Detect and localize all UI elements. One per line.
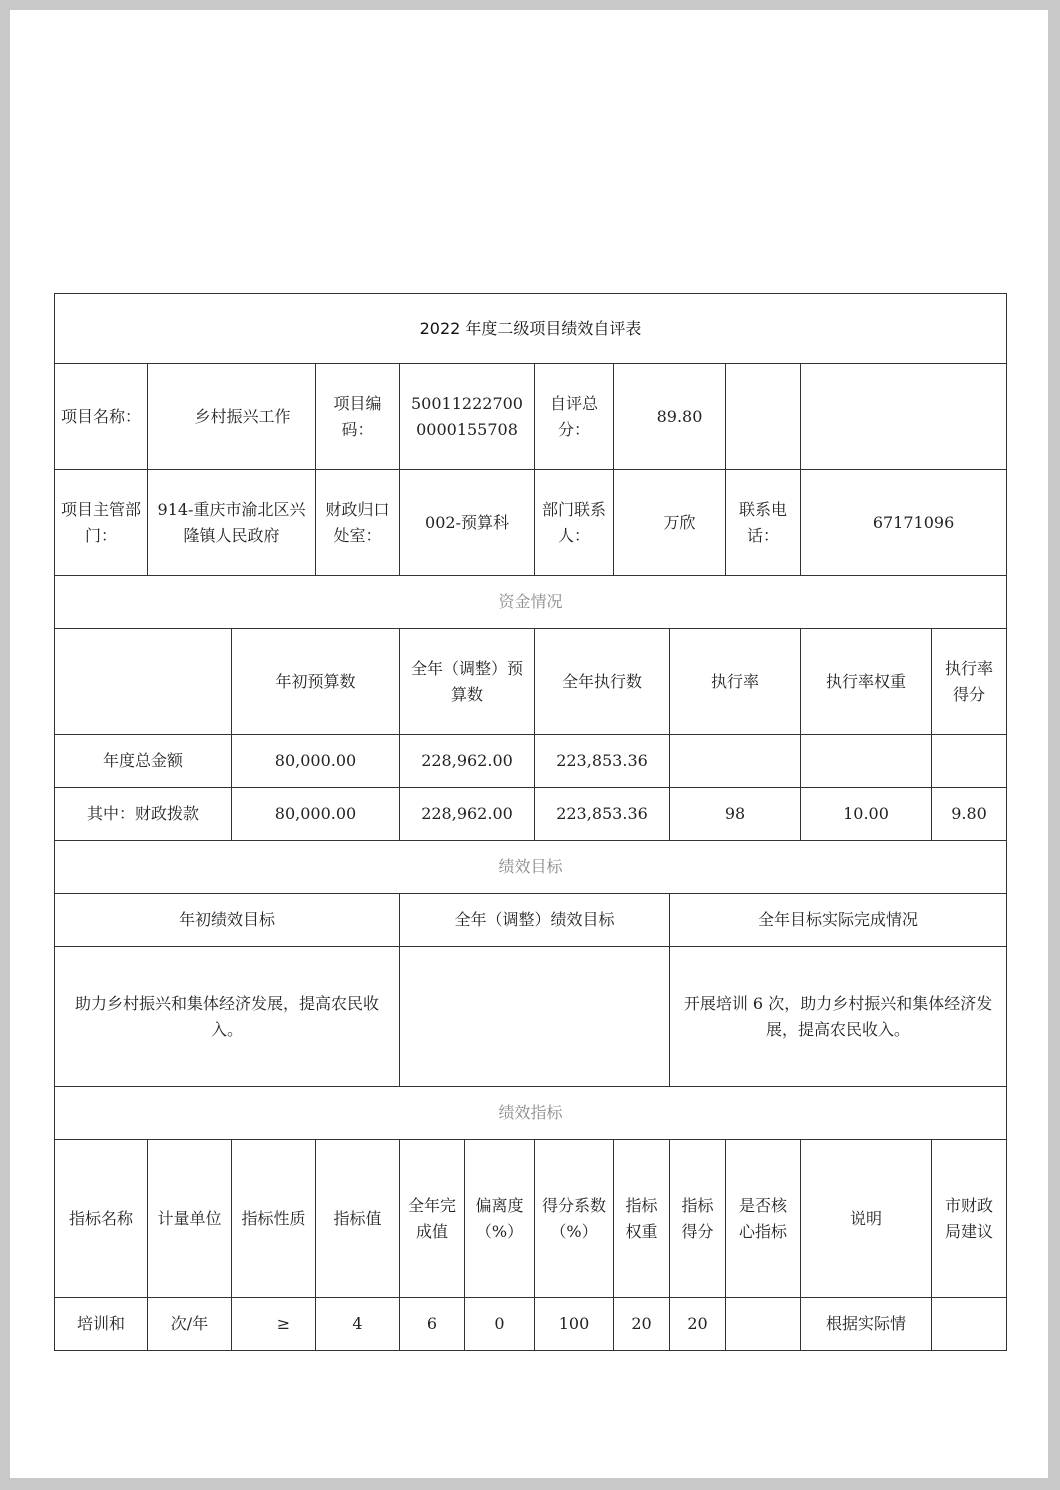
phone-label: 联系电话： (726, 470, 801, 576)
indicator-header: 偏离度（%） (465, 1140, 535, 1298)
project-code-label: 项目编码： (316, 364, 400, 470)
phone-value: 67171096 (801, 470, 1007, 576)
finance-office-label: 财政归口处室： (316, 470, 400, 576)
indicator-header: 得分系数（%） (535, 1140, 614, 1298)
performance-evaluation-table (54, 293, 1007, 1351)
funds-cell: 80,000.00 (232, 735, 400, 788)
funds-row-label: 年度总金额 (55, 735, 232, 788)
indicator-cell: ≥ (232, 1298, 316, 1351)
table-row (55, 1298, 1007, 1351)
self-score-value: 89.80 (614, 364, 726, 470)
funds-header: 执行率权重 (801, 629, 932, 735)
empty-cell (801, 364, 1007, 470)
indicator-header: 指标值 (316, 1140, 400, 1298)
goals-header: 全年（调整）绩效目标 (400, 894, 670, 947)
document-page (10, 10, 1048, 1478)
goals-header: 年初绩效目标 (55, 894, 400, 947)
indicator-cell: 培训和 (55, 1298, 148, 1351)
funds-header: 年初预算数 (232, 629, 400, 735)
indicator-cell: 根据实际情 (801, 1298, 932, 1351)
dept-value: 914-重庆市渝北区兴隆镇人民政府 (148, 470, 316, 576)
form-title: 2022 年度二级项目绩效自评表 (55, 294, 1007, 364)
indicator-header: 说明 (801, 1140, 932, 1298)
funds-cell: 228,962.00 (400, 788, 535, 841)
indicator-header: 全年完成值 (400, 1140, 465, 1298)
contact-label: 部门联系人： (535, 470, 614, 576)
indicator-cell (932, 1298, 1007, 1351)
funds-cell: 223,853.36 (535, 735, 670, 788)
funds-cell: 98 (670, 788, 801, 841)
funds-cell: 80,000.00 (232, 788, 400, 841)
indicator-cell: 6 (400, 1298, 465, 1351)
finance-office-value: 002-预算科 (400, 470, 535, 576)
indicator-cell: 次/年 (148, 1298, 232, 1351)
funds-header-empty (55, 629, 232, 735)
indicator-header: 市财政局建议 (932, 1140, 1007, 1298)
indicator-header: 指标性质 (232, 1140, 316, 1298)
indicator-cell: 4 (316, 1298, 400, 1351)
funds-section-title: 资金情况 (55, 576, 1007, 629)
indicator-header: 是否核心指标 (726, 1140, 801, 1298)
self-score-label: 自评总分： (535, 364, 614, 470)
funds-cell (670, 735, 801, 788)
funds-header: 执行率 (670, 629, 801, 735)
initial-goal-text: 助力乡村振兴和集体经济发展，提高农民收入。 (55, 947, 400, 1087)
funds-header: 全年执行数 (535, 629, 670, 735)
indicator-header: 指标权重 (614, 1140, 670, 1298)
indicator-cell: 20 (670, 1298, 726, 1351)
funds-cell: 9.80 (932, 788, 1007, 841)
funds-cell: 228,962.00 (400, 735, 535, 788)
funds-row-label: 其中：财政拨款 (55, 788, 232, 841)
goals-header: 全年目标实际完成情况 (670, 894, 1007, 947)
indicator-cell: 100 (535, 1298, 614, 1351)
indicator-cell (726, 1298, 801, 1351)
funds-header: 执行率得分 (932, 629, 1007, 735)
funds-cell (801, 735, 932, 788)
funds-cell (932, 735, 1007, 788)
indicator-cell: 20 (614, 1298, 670, 1351)
project-name-label: 项目名称： (55, 364, 148, 470)
actual-completion-text: 开展培训 6 次，助力乡村振兴和集体经济发展，提高农民收入。 (670, 947, 1007, 1087)
adjusted-goal-text (400, 947, 670, 1087)
project-name-value: 乡村振兴工作 (148, 364, 316, 470)
indicator-header: 指标名称 (55, 1140, 148, 1298)
indicators-section-title: 绩效指标 (55, 1087, 1007, 1140)
indicator-header: 计量单位 (148, 1140, 232, 1298)
goals-section-title: 绩效目标 (55, 841, 1007, 894)
project-code-value: 500112227000000155708 (400, 364, 535, 470)
funds-cell: 223,853.36 (535, 788, 670, 841)
indicator-header: 指标得分 (670, 1140, 726, 1298)
funds-cell: 10.00 (801, 788, 932, 841)
contact-value: 万欣 (614, 470, 726, 576)
indicator-cell: 0 (465, 1298, 535, 1351)
dept-label: 项目主管部门： (55, 470, 148, 576)
funds-header: 全年（调整）预算数 (400, 629, 535, 735)
empty-cell (726, 364, 801, 470)
